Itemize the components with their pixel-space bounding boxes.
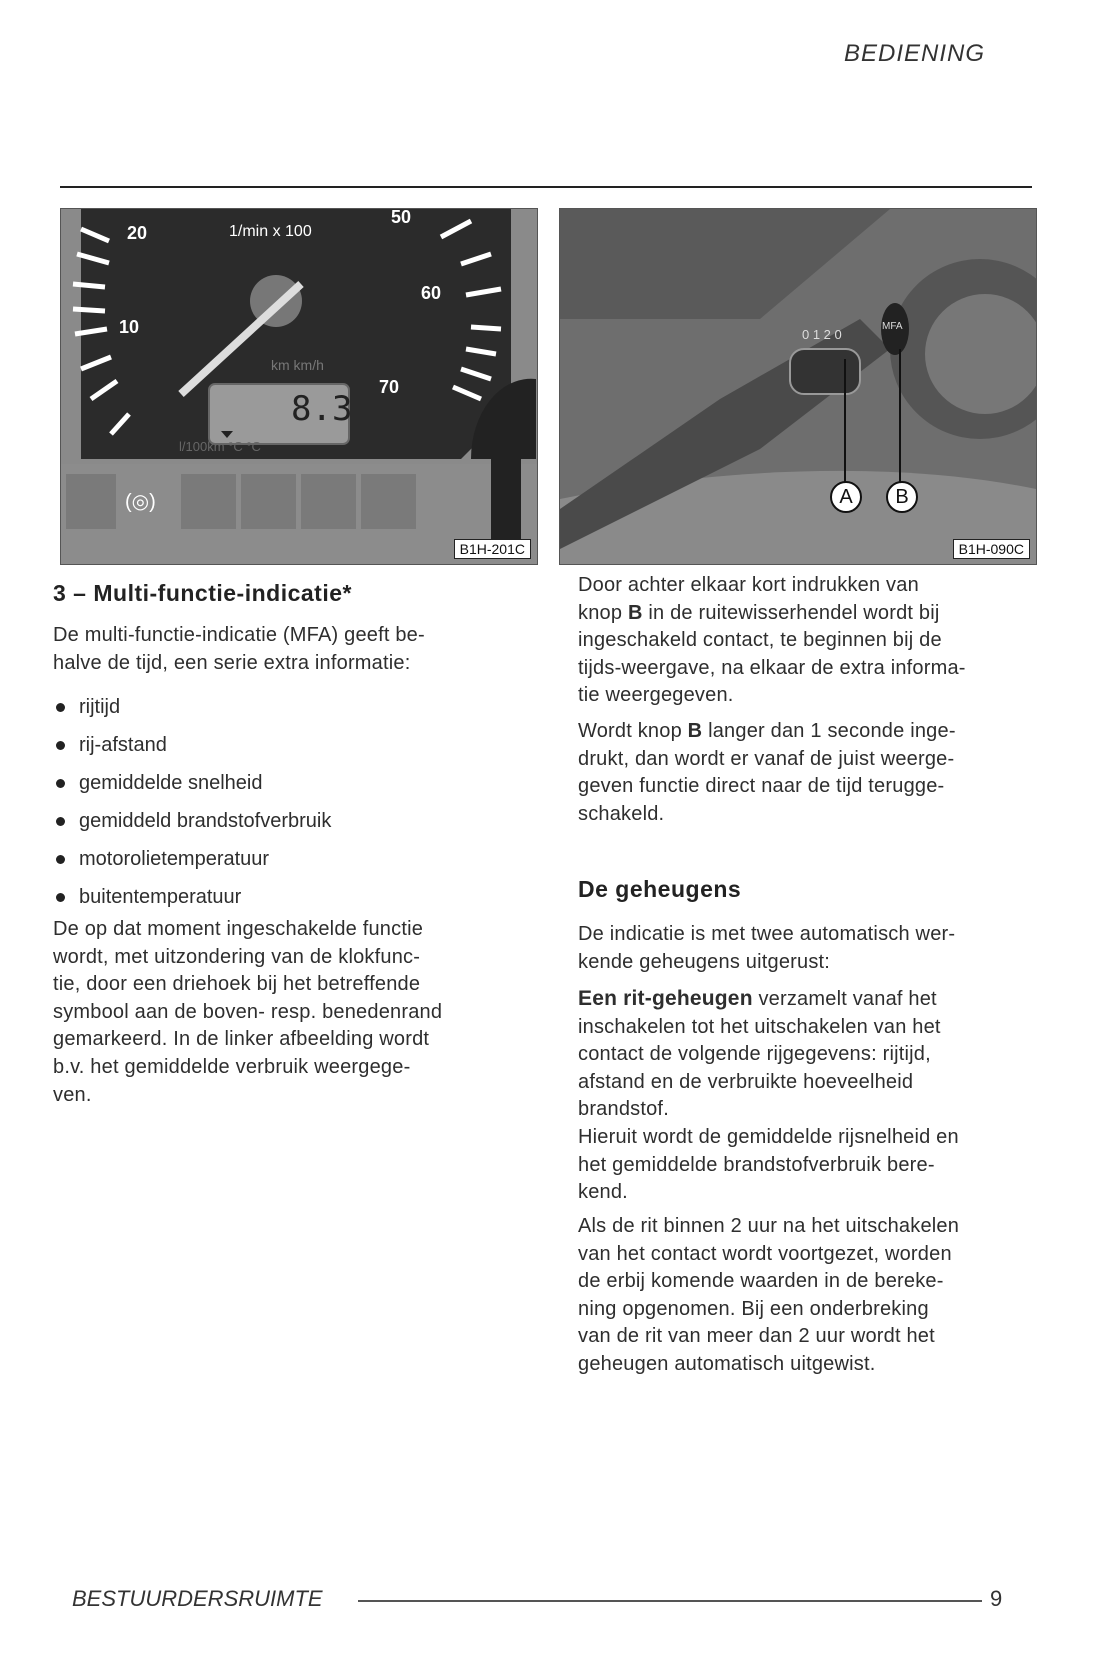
paragraph-2: Wordt knop B langer dan 1 seconde inge- drukt, dan wordt er vanaf de juist weerge- geven functie direct naar de tijd terugge- schakeld. bbox=[578, 720, 956, 825]
figure-code: B1H-201C bbox=[454, 539, 531, 559]
tick-label-10: 10 bbox=[119, 317, 140, 337]
section-title: 3 – Multi-functie-indicatie* bbox=[53, 580, 352, 606]
paragraph-3: De indicatie is met twee automatisch wer- kende geheugens uitgerust: bbox=[578, 923, 956, 973]
header-rule bbox=[60, 186, 1032, 188]
list-item: gemiddeld brandstofverbruik bbox=[56, 802, 331, 840]
paragraph-1: Door achter elkaar kort indrukken van knop B in de ruitewisserhendel wordt bij ingeschakeld contact, te beginnen bij de tijds-weergave, na elkaar de extra informa- tie weergegeven. bbox=[578, 574, 966, 707]
list-item: rij-afstand bbox=[56, 726, 331, 764]
bullet-icon bbox=[56, 741, 65, 750]
list-item: gemiddelde snelheid bbox=[56, 764, 331, 802]
footer-section: BESTUURDERSRUIMTE bbox=[72, 1586, 323, 1611]
section-header: BEDIENING bbox=[843, 40, 985, 67]
footer-rule bbox=[358, 1600, 982, 1602]
feature-list bbox=[56, 688, 331, 916]
callout-a: A bbox=[830, 481, 862, 513]
list-item: buitentemperatuur bbox=[56, 878, 331, 916]
display-value: 8.3 bbox=[291, 389, 353, 429]
tick-label-20: 20 bbox=[127, 223, 148, 243]
list-item: motorolietemperatuur bbox=[56, 840, 331, 878]
section-heading: De geheugens bbox=[578, 876, 742, 902]
wiper-stalk-figure bbox=[559, 208, 1037, 565]
bullet-icon bbox=[56, 893, 65, 902]
callout-b: B bbox=[886, 481, 918, 513]
function-paragraph: De op dat moment ingeschakelde functie wordt, met uitzondering van de klokfunc- tie, door een driehoek bij het betreffende symbool aan de boven- resp. benedenrand gemarkeerd. In de linker afbeelding wordt b.v. het gemiddelde verbruik weergege- ven. bbox=[53, 918, 443, 1106]
tick-label-70: 70 bbox=[379, 377, 400, 397]
wiper-stalk-illustration bbox=[560, 209, 1036, 564]
bullet-icon bbox=[56, 779, 65, 788]
bullet-icon bbox=[56, 855, 65, 864]
mfa-button-label: MFA bbox=[882, 321, 903, 332]
list-item: rijtijd bbox=[56, 688, 331, 726]
display-units-top: km km/h bbox=[271, 357, 324, 373]
bullet-icon bbox=[56, 703, 65, 712]
intro-paragraph: De multi-functie-indicatie (MFA) geeft be- halve de tijd, een serie extra informatie: bbox=[53, 624, 425, 674]
brake-warning-icon: (◎) bbox=[125, 491, 156, 513]
bullet-icon bbox=[56, 817, 65, 826]
figure-code: B1H-090C bbox=[953, 539, 1030, 559]
switch-positions: 0 1 2 0 bbox=[802, 327, 842, 342]
paragraph-5: Als de rit binnen 2 uur na het uitschakelen van het contact wordt voortgezet, worden de erbij komende waarden in de bereke- ning opgenomen. Bij een onderbreking van de rit van meer dan 2 uur wordt het geheugen automatisch uitgewist. bbox=[578, 1215, 960, 1375]
tick-label-50: 50 bbox=[391, 208, 412, 227]
page-number: 9 bbox=[990, 1586, 1003, 1611]
rpm-scale-label: 1/min x 100 bbox=[229, 223, 312, 240]
display-units-bottom: l/100km °C °C bbox=[179, 439, 261, 454]
paragraph-4: Een rit-geheugen verzamelt vanaf het inschakelen tot het uitschakelen van het contact de volgende rijgegevens: rijtijd, afstand en de verbruikte hoeveelheid brandstof. Hieruit wordt de gemiddelde rijsnelheid en het gemiddelde brandstofverbruik bere- kend. bbox=[578, 987, 959, 1204]
tick-label-60: 60 bbox=[421, 283, 442, 303]
instrument-cluster-figure bbox=[60, 208, 538, 565]
